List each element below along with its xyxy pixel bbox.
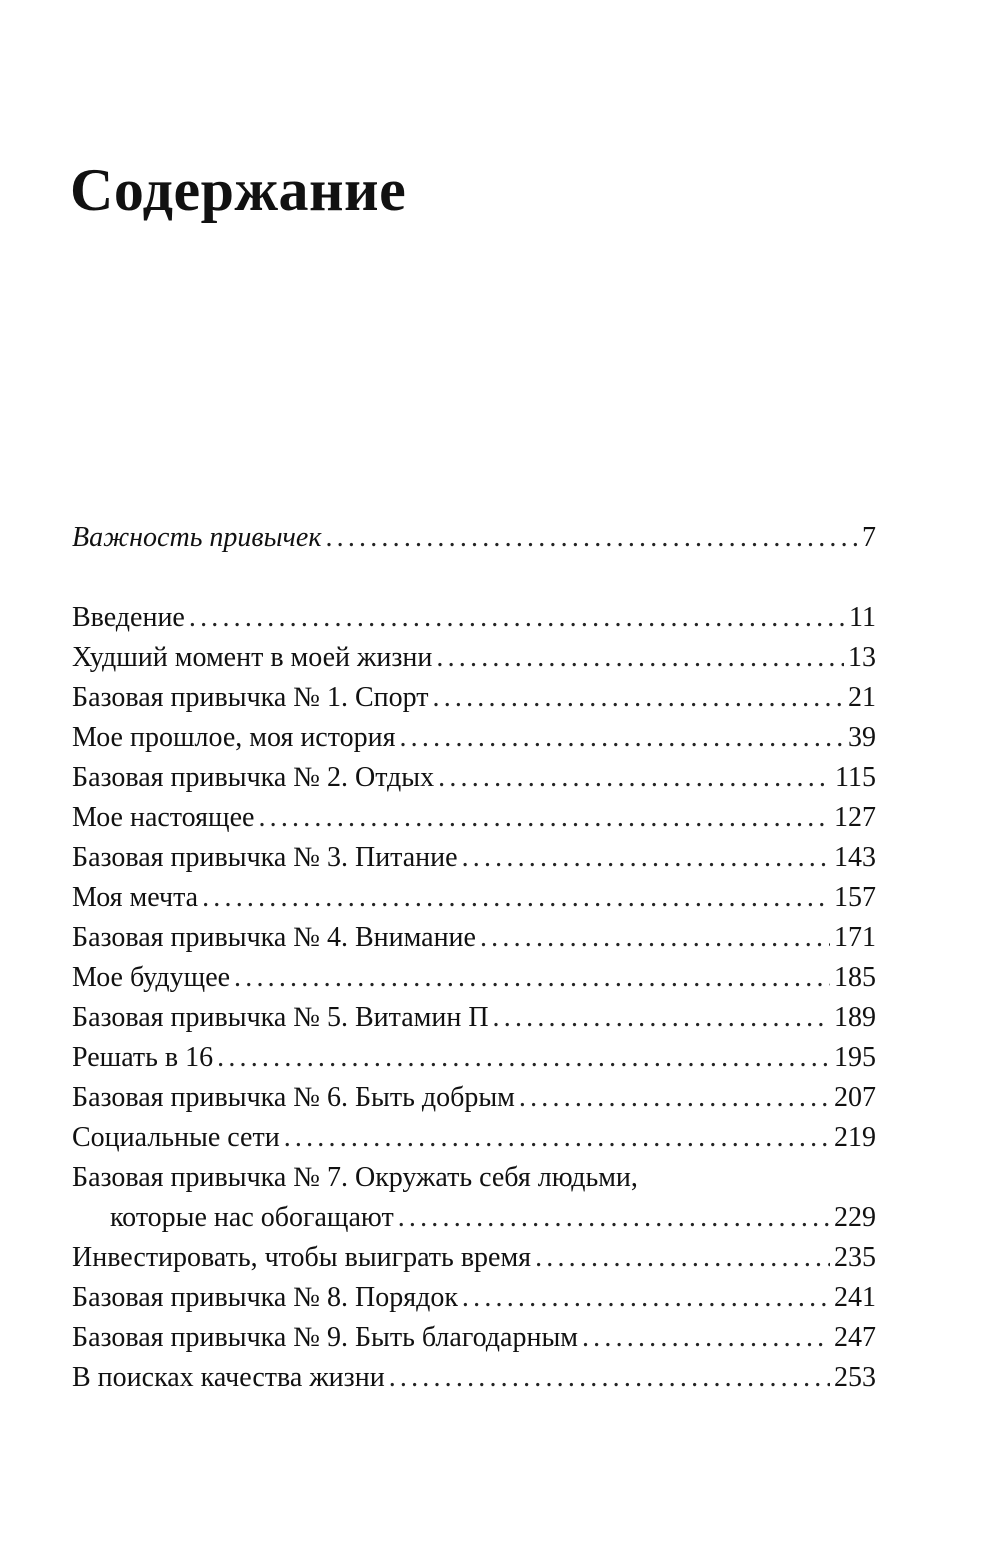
toc-entry[interactable] (72, 998, 876, 1038)
dot-leader (436, 638, 844, 678)
page-title: Содержание (70, 157, 407, 223)
dot-leader (493, 998, 830, 1038)
toc-entry-page: 235 (834, 1242, 876, 1273)
toc-entry[interactable] (72, 918, 876, 958)
toc-entry-page: 21 (848, 682, 876, 713)
toc-entry-page: 207 (834, 1082, 876, 1113)
dot-leader (389, 1358, 830, 1398)
toc-entry-page: 11 (849, 602, 876, 633)
toc-entry-title: Базовая привычка № 9. Быть благодарным (72, 1322, 578, 1353)
toc-entry[interactable] (72, 1158, 876, 1238)
toc-entry-title: Базовая привычка № 1. Спорт (72, 682, 429, 713)
toc-entry-title: Важность привычек (72, 522, 322, 553)
toc-entry-title-line2: которые нас обогащают (110, 1202, 394, 1233)
dot-leader (582, 1318, 830, 1358)
toc-entry[interactable] (72, 878, 876, 918)
dot-leader (189, 598, 845, 638)
toc-entry[interactable] (72, 958, 876, 998)
toc-entry-page: 115 (835, 762, 876, 793)
toc-entry[interactable] (72, 678, 876, 718)
dot-leader (325, 518, 858, 558)
toc-entry[interactable] (72, 1078, 876, 1118)
toc-entry-page: 241 (834, 1282, 876, 1313)
toc-entry[interactable] (72, 1038, 876, 1078)
dot-leader (535, 1238, 830, 1278)
dot-leader (202, 878, 830, 918)
toc-entry-page: 171 (834, 922, 876, 953)
dot-leader (480, 918, 830, 958)
toc-entry-title: В поисках качества жизни (72, 1362, 385, 1393)
table-of-contents (72, 598, 876, 1398)
dot-leader (398, 1198, 830, 1238)
toc-entry[interactable] (72, 758, 876, 798)
toc-entry-continuation (72, 1198, 876, 1238)
toc-entry-page: 185 (834, 962, 876, 993)
toc-entry-page: 157 (834, 882, 876, 913)
toc-entry-title: Базовая привычка № 2. Отдых (72, 762, 435, 793)
dot-leader (462, 1278, 830, 1318)
dot-leader (438, 758, 831, 798)
toc-entry-title: Худший момент в моей жизни (72, 642, 433, 673)
toc-entry-page: 247 (834, 1322, 876, 1353)
toc-entry-page: 7 (862, 522, 876, 553)
toc-entry[interactable] (72, 1118, 876, 1158)
dot-leader (399, 718, 844, 758)
toc-entry[interactable] (72, 718, 876, 758)
toc-entry-title-line1: Базовая привычка № 7. Окружать себя людьми, (72, 1162, 638, 1193)
toc-entry[interactable] (72, 1358, 876, 1398)
dot-leader (462, 838, 830, 878)
toc-entry-page: 229 (834, 1202, 876, 1233)
toc-entry-page: 219 (834, 1122, 876, 1153)
toc-entry[interactable] (72, 1278, 876, 1318)
dot-leader (217, 1038, 830, 1078)
toc-entry-title: Базовая привычка № 6. Быть добрым (72, 1082, 515, 1113)
toc-entry-title: Мое прошлое, моя история (72, 722, 396, 753)
dot-leader (519, 1078, 830, 1118)
toc-foreword-section (72, 518, 876, 558)
toc-entry-page: 195 (834, 1042, 876, 1073)
toc-entry-title: Мое будущее (72, 962, 231, 993)
toc-entry-title: Мое настоящее (72, 802, 255, 833)
dot-leader (258, 798, 830, 838)
toc-entry-title: Социальные сети (72, 1122, 280, 1153)
toc-entry-title: Базовая привычка № 5. Витамин П (72, 1002, 489, 1033)
toc-entry-title: Введение (72, 602, 185, 633)
toc-entry[interactable] (72, 838, 876, 878)
toc-entry[interactable] (72, 598, 876, 638)
toc-entry-title: Решать в 16 (72, 1042, 214, 1073)
toc-entry-page: 143 (834, 842, 876, 873)
dot-leader (433, 678, 845, 718)
toc-entry-page: 13 (848, 642, 876, 673)
toc-entry-title: Базовая привычка № 8. Порядок (72, 1282, 458, 1313)
dot-leader (284, 1118, 830, 1158)
toc-entry-title: Базовая привычка № 3. Питание (72, 842, 458, 873)
toc-entry-foreword[interactable] (72, 518, 876, 558)
toc-entry-title: Инвестировать, чтобы выиграть время (72, 1242, 532, 1273)
toc-entry[interactable] (72, 638, 876, 678)
toc-entry-title: Моя мечта (72, 882, 199, 913)
toc-entry[interactable] (72, 798, 876, 838)
toc-entry-page: 39 (848, 722, 876, 753)
toc-entry-title: Базовая привычка № 4. Внимание (72, 922, 476, 953)
toc-entry[interactable] (72, 1238, 876, 1278)
toc-entry-page: 189 (834, 1002, 876, 1033)
toc-entry-page: 127 (834, 802, 876, 833)
dot-leader (234, 958, 830, 998)
toc-entry[interactable] (72, 1318, 876, 1358)
toc-entry-page: 253 (834, 1362, 876, 1393)
